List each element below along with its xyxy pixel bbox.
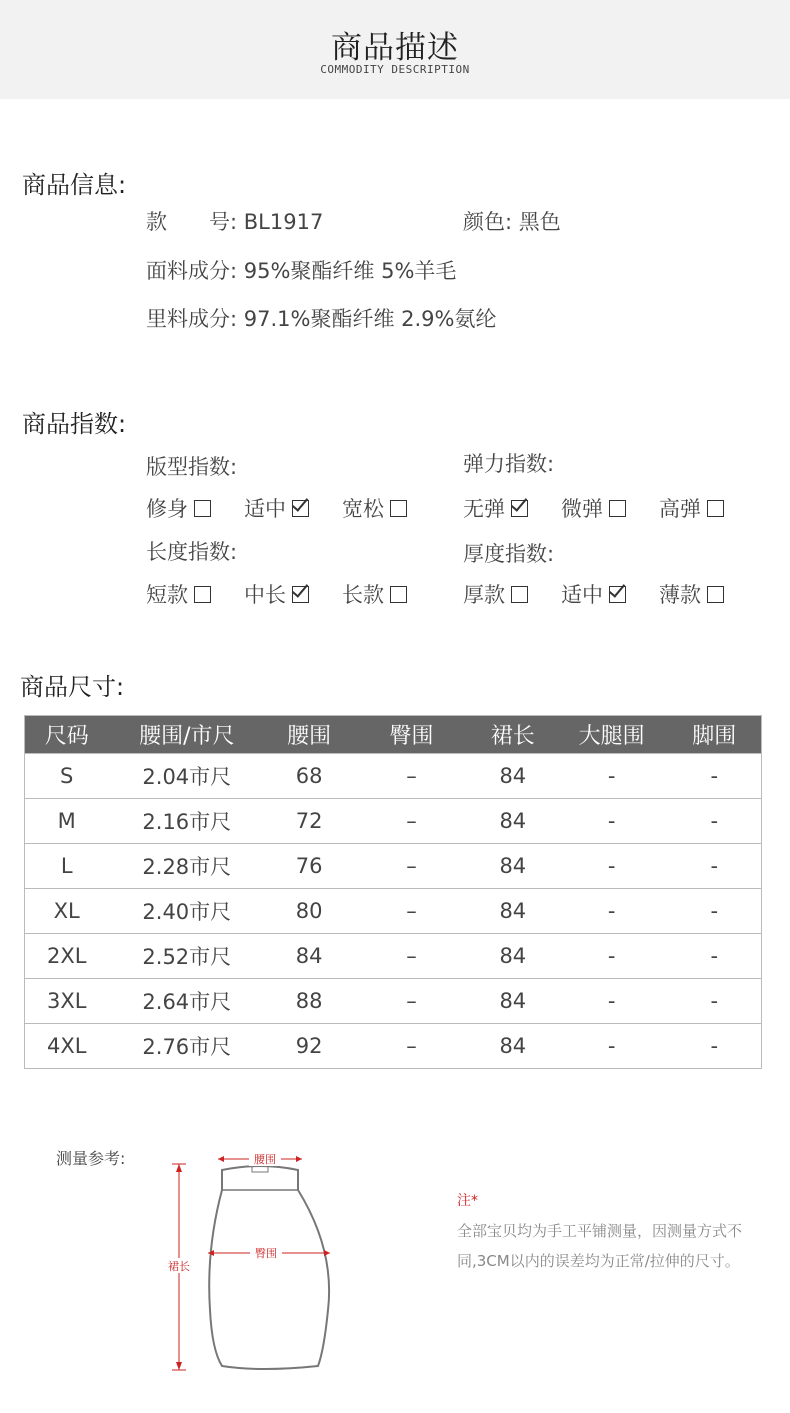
option-label: 修身 xyxy=(146,497,188,521)
thickness-index-label: 厚度指数: xyxy=(463,542,555,566)
option-label: 长款 xyxy=(342,583,384,607)
table-cell: 72 xyxy=(265,799,353,844)
thickness-option-medium[interactable] xyxy=(561,579,626,609)
table-cell: - xyxy=(556,889,668,934)
checkbox[interactable] xyxy=(194,586,211,603)
table-row xyxy=(25,844,762,889)
length-arrow-top xyxy=(176,1164,182,1172)
table-cell: - xyxy=(668,979,762,1024)
option-label: 中长 xyxy=(244,583,286,607)
table-cell: – xyxy=(353,754,470,799)
table-cell: 2.52市尺 xyxy=(108,934,265,979)
table-cell: 84 xyxy=(470,754,556,799)
fit-option-regular[interactable] xyxy=(244,493,309,523)
table-row xyxy=(25,754,762,799)
table-cell: 76 xyxy=(265,844,353,889)
checkbox-checked[interactable] xyxy=(609,586,626,603)
elastic-option-slight[interactable] xyxy=(561,493,626,523)
fit-option-slim[interactable] xyxy=(146,493,211,523)
option-label: 薄款 xyxy=(659,583,701,607)
page-header xyxy=(0,0,790,99)
option-label: 宽松 xyxy=(342,497,384,521)
fit-index-label: 版型指数: xyxy=(146,455,238,479)
table-cell: - xyxy=(668,889,762,934)
waist-arrow-left xyxy=(218,1156,224,1162)
color-value: 颜色: 黑色 xyxy=(463,210,561,234)
option-label: 适中 xyxy=(244,497,286,521)
table-cell: 84 xyxy=(470,799,556,844)
table-cell: 88 xyxy=(265,979,353,1024)
checkbox[interactable] xyxy=(194,500,211,517)
checkbox[interactable] xyxy=(390,500,407,517)
table-cell: 84 xyxy=(470,844,556,889)
option-label: 高弹 xyxy=(659,497,701,521)
table-cell: - xyxy=(556,1024,668,1069)
length-option-long[interactable] xyxy=(342,579,407,609)
length-option-midi[interactable] xyxy=(244,579,309,609)
option-label: 厚款 xyxy=(463,583,505,607)
table-cell: – xyxy=(353,889,470,934)
table-cell: 84 xyxy=(265,934,353,979)
page-title: 商品描述 xyxy=(331,30,459,66)
table-cell: – xyxy=(353,1024,470,1069)
checkbox[interactable] xyxy=(390,586,407,603)
table-cell: 68 xyxy=(265,754,353,799)
style-number: 款 号: BL1917 xyxy=(146,210,324,234)
table-cell: - xyxy=(668,754,762,799)
waist-arrow-right xyxy=(296,1156,302,1162)
table-cell: - xyxy=(668,934,762,979)
table-cell: – xyxy=(353,799,470,844)
size-table xyxy=(24,715,762,1069)
table-cell: 4XL xyxy=(25,1024,109,1069)
table-cell: - xyxy=(556,754,668,799)
length-option-short[interactable] xyxy=(146,579,211,609)
table-cell: XL xyxy=(25,889,109,934)
checkbox[interactable] xyxy=(511,586,528,603)
checkbox[interactable] xyxy=(707,586,724,603)
checkbox-checked[interactable] xyxy=(292,500,309,517)
table-cell: 2XL xyxy=(25,934,109,979)
table-cell: – xyxy=(353,934,470,979)
table-cell: – xyxy=(353,979,470,1024)
table-cell: 84 xyxy=(470,1024,556,1069)
table-cell: 2.04市尺 xyxy=(108,754,265,799)
page-subtitle: COMMODITY DESCRIPTION xyxy=(320,63,470,76)
table-cell: 2.76市尺 xyxy=(108,1024,265,1069)
lining-composition: 里料成分: 97.1%聚酯纤维 2.9%氨纶 xyxy=(146,307,497,331)
fit-option-loose[interactable] xyxy=(342,493,407,523)
skirt-diagram xyxy=(160,1150,350,1380)
option-label: 适中 xyxy=(561,583,603,607)
elastic-index-label: 弹力指数: xyxy=(463,452,555,476)
length-label: 裙长 xyxy=(168,1260,190,1273)
table-cell: 84 xyxy=(470,979,556,1024)
checkbox[interactable] xyxy=(609,500,626,517)
column-header: 脚围 xyxy=(668,716,762,754)
info-section-title: 商品信息: xyxy=(22,171,127,199)
elastic-option-none[interactable] xyxy=(463,493,528,523)
table-cell: 2.16市尺 xyxy=(108,799,265,844)
measure-reference-label: 测量参考: xyxy=(56,1149,126,1168)
table-cell: - xyxy=(668,1024,762,1069)
table-header-row xyxy=(25,716,762,754)
thickness-option-thin[interactable] xyxy=(659,579,724,609)
column-header: 腰围 xyxy=(265,716,353,754)
table-cell: - xyxy=(668,799,762,844)
checkbox[interactable] xyxy=(707,500,724,517)
table-cell: - xyxy=(556,934,668,979)
table-row xyxy=(25,979,762,1024)
length-arrow-bottom xyxy=(176,1362,182,1370)
skirt-outline xyxy=(209,1166,329,1369)
table-cell: - xyxy=(668,844,762,889)
column-header: 臀围 xyxy=(353,716,470,754)
thickness-option-thick[interactable] xyxy=(463,579,528,609)
table-cell: 2.40市尺 xyxy=(108,889,265,934)
table-cell: 2.64市尺 xyxy=(108,979,265,1024)
table-cell: M xyxy=(25,799,109,844)
table-row xyxy=(25,799,762,844)
checkbox-checked[interactable] xyxy=(292,586,309,603)
note-title: 注* xyxy=(457,1193,478,1209)
table-cell: L xyxy=(25,844,109,889)
option-label: 短款 xyxy=(146,583,188,607)
length-index-label: 长度指数: xyxy=(146,540,238,564)
hip-label: 臀围 xyxy=(255,1247,277,1260)
table-cell: 84 xyxy=(470,889,556,934)
table-cell: 92 xyxy=(265,1024,353,1069)
table-row xyxy=(25,1024,762,1069)
table-row xyxy=(25,934,762,979)
table-cell: 3XL xyxy=(25,979,109,1024)
column-header: 大腿围 xyxy=(556,716,668,754)
waist-label: 腰围 xyxy=(254,1153,276,1166)
table-cell: 2.28市尺 xyxy=(108,844,265,889)
table-cell: 80 xyxy=(265,889,353,934)
table-cell: - xyxy=(556,844,668,889)
column-header: 尺码 xyxy=(25,716,109,754)
checkbox-checked[interactable] xyxy=(511,500,528,517)
hip-arrow-right xyxy=(324,1250,330,1256)
note-body: 全部宝贝均为手工平铺测量，因测量方式不同,3CM以内的误差均为正常/拉伸的尺寸。 xyxy=(457,1222,743,1270)
elastic-option-high[interactable] xyxy=(659,493,724,523)
table-cell: - xyxy=(556,799,668,844)
table-cell: – xyxy=(353,844,470,889)
table-cell: 84 xyxy=(470,934,556,979)
index-section-title: 商品指数: xyxy=(22,410,127,438)
column-header: 腰围/市尺 xyxy=(108,716,265,754)
option-label: 微弹 xyxy=(561,497,603,521)
table-row xyxy=(25,889,762,934)
option-label: 无弹 xyxy=(463,497,505,521)
table-cell: - xyxy=(556,979,668,1024)
size-section-title: 商品尺寸: xyxy=(20,673,125,701)
column-header: 裙长 xyxy=(470,716,556,754)
fabric-composition: 面料成分: 95%聚酯纤维 5%羊毛 xyxy=(146,259,457,283)
table-cell: S xyxy=(25,754,109,799)
